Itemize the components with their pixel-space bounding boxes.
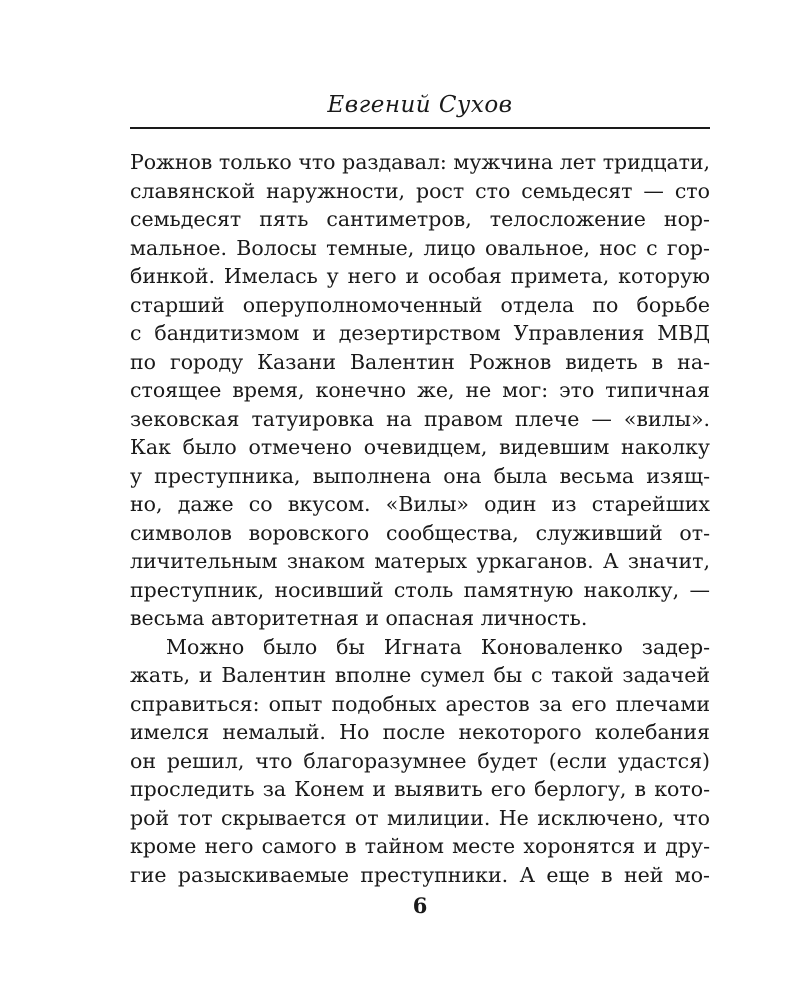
text-line: символов воровского сообщества, служивший от- <box>130 520 710 545</box>
text-line: имелся немалый. Но после некоторого колебания <box>130 720 710 744</box>
text-line: но, даже со вкусом. «Вилы» один из старейших <box>130 492 710 516</box>
text-line: стоящее время, конечно же, не мог: это типичная <box>130 378 710 402</box>
text-line: личительным знаком матерых уркаганов. А значит, <box>130 549 710 573</box>
text-line: зековская татуировка на правом плече — «вилы». <box>130 406 710 431</box>
text-line: у преступника, выполнена она была весьма изящ- <box>130 463 710 488</box>
text-line: он решил, что благоразумнее будет (если удастся) <box>130 748 710 773</box>
paragraph-1 <box>130 148 710 633</box>
paragraph-2 <box>130 633 710 890</box>
text-line: по городу Казани Валентин Рожнов видеть в на- <box>130 349 710 374</box>
text-line: гие разыскиваемые преступники. А еще в ней мо- <box>130 862 710 887</box>
text-line: Рожнов только что раздавал: мужчина лет тридцати, <box>130 150 710 174</box>
text-line: кроме него самого в тайном месте хоронятся и дру- <box>130 834 710 858</box>
page-number: 6 <box>412 893 428 918</box>
text-line: Можно было бы Игната Коноваленко задер- <box>166 634 710 659</box>
text-line: бинкой. Имелась у него и особая примета, которую <box>130 264 710 288</box>
text-line: рой тот скрывается от милиции. Не исключено, что <box>130 805 710 830</box>
running-head-author: Евгений Сухов <box>327 92 513 118</box>
text-line: преступник, носивший столь памятную наколку, — <box>130 577 710 602</box>
body-text <box>130 148 710 889</box>
text-line: проследить за Конем и выявить его берлогу, в кото- <box>130 777 710 801</box>
text-line: семьдесят пять сантиметров, телосложение нор- <box>130 207 710 231</box>
text-line: старший оперуполномоченный отдела по борьбе <box>130 292 710 317</box>
header-rule <box>130 127 710 129</box>
text-line: славянской наружности, рост сто семьдесят — сто <box>130 178 710 203</box>
text-line: справиться: опыт подобных арестов за его плечами <box>130 691 710 716</box>
text-line: жать, и Валентин вполне сумел бы с такой задачей <box>130 663 710 687</box>
text-line: Как было отмечено очевидцем, видевшим наколку <box>130 435 710 459</box>
text-line: с бандитизмом и дезертирством Управления МВД <box>130 321 710 345</box>
text-line: весьма авторитетная и опасная личность. <box>130 606 588 630</box>
text-line: мальное. Волосы темные, лицо овальное, нос с гор- <box>130 235 710 260</box>
